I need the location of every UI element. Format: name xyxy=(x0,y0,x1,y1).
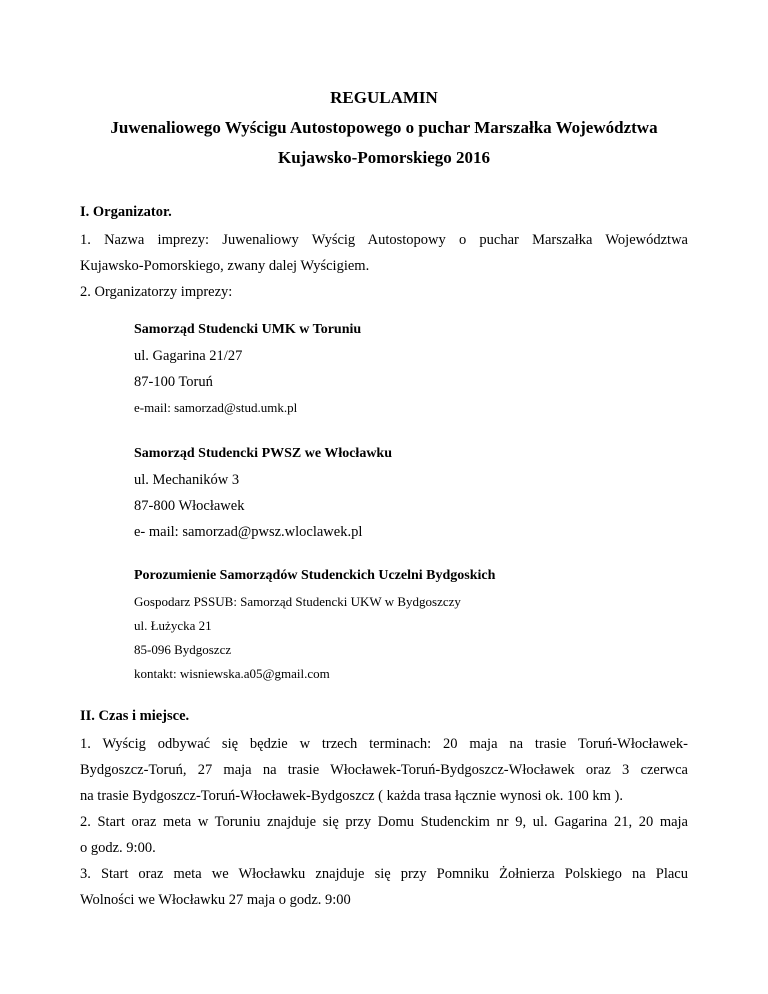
document-subtitle-line1: Juwenaliowego Wyścigu Autostopowego o puchar Marszałka Województwa xyxy=(110,118,658,137)
organizer-street: ul. Mechaników 3 xyxy=(134,472,240,488)
paragraph-line: Kujawsko-Pomorskiego, zwany dalej Wyścigiem. xyxy=(80,258,370,274)
paragraph-line: 2. Organizatorzy imprezy: xyxy=(80,284,233,300)
paragraph-line: Wolności we Włocławku 27 maja o godz. 9:00 xyxy=(80,892,351,908)
document-title: REGULAMIN xyxy=(330,88,438,107)
section-heading-time-place: II. Czas i miejsce. xyxy=(80,708,190,724)
paragraph-line: na trasie Bydgoszcz-Toruń-Włocławek-Bydgoszcz ( każda trasa łącznie wynosi ok. 100 km ). xyxy=(80,788,623,804)
paragraph-line: 1. Nazwa imprezy: Juwenaliowy Wyścig Autostopowy o puchar Marszałka Województwa xyxy=(80,232,688,248)
organizer-contact: kontakt: wisniewska.a05@gmail.com xyxy=(134,666,330,681)
paragraph-line: Bydgoszcz-Toruń, 27 maja na trasie Włocławek-Toruń-Bydgoszcz-Włocławek oraz 3 czerwca xyxy=(80,762,688,778)
organizer-name: Samorząd Studencki PWSZ we Włocławku xyxy=(134,446,392,461)
organizer-city: 87-800 Włocławek xyxy=(134,498,245,514)
organizer-street: ul. Gagarina 21/27 xyxy=(134,348,243,364)
paragraph-line: o godz. 9:00. xyxy=(80,840,156,856)
document-subtitle-line2: Kujawsko-Pomorskiego 2016 xyxy=(277,148,491,167)
paragraph-line: 1. Wyścig odbywać się będzie w trzech terminach: 20 maja na trasie Toruń-Włocławek- xyxy=(80,736,688,752)
organizer-contact: e-mail: samorzad@stud.umk.pl xyxy=(134,400,298,415)
organizer-host: Gospodarz PSSUB: Samorząd Studencki UKW w Bydgoszczy xyxy=(134,594,461,609)
section-heading-organizer: I. Organizator. xyxy=(80,204,172,220)
organizer-name: Samorząd Studencki UMK w Toruniu xyxy=(134,322,362,337)
organizer-name: Porozumienie Samorządów Studenckich Uczelni Bydgoskich xyxy=(134,568,496,583)
organizer-city: 87-100 Toruń xyxy=(134,374,213,390)
paragraph-line: 2. Start oraz meta w Toruniu znajduje się przy Domu Studenckim nr 9, ul. Gagarina 21, 20 maja xyxy=(80,814,688,830)
organizer-street: ul. Łużycka 21 xyxy=(134,618,212,633)
organizer-contact: e- mail: samorzad@pwsz.wloclawek.pl xyxy=(134,524,363,540)
paragraph-line: 3. Start oraz meta we Włocławku znajduje się przy Pomniku Żołnierza Polskiego na Placu xyxy=(80,866,688,882)
organizer-city: 85-096 Bydgoszcz xyxy=(134,642,232,657)
